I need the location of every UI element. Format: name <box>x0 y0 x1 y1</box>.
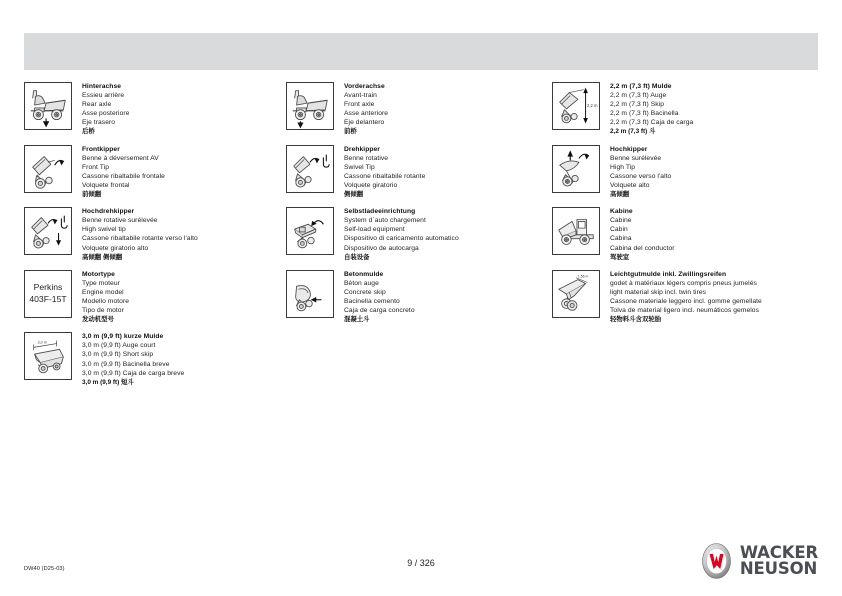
high-swivel-tip-icon <box>24 207 72 255</box>
front-axle-dumper-icon <box>286 82 334 130</box>
label-it: Cassone ribaltabile frontale <box>82 172 165 180</box>
wacker-neuson-wordmark <box>740 545 818 577</box>
legend-text-block <box>610 270 762 325</box>
label-it: Cassone ribaltabile rotante verso l'alto <box>82 235 198 243</box>
label-en: 2,2 m (7,3 ft) Skip <box>610 101 665 109</box>
label-en: Engine model <box>82 288 124 296</box>
label-en: Self-load equipment <box>344 226 405 234</box>
legend-text-block <box>344 207 459 262</box>
label-fr: 3,0 m (9,9 ft) Auge court <box>82 342 156 350</box>
label-it: 3,0 m (9,9 ft) Bacinella breve <box>82 360 170 368</box>
swivel-tip-icon <box>286 145 334 193</box>
legend-text-block <box>610 207 675 262</box>
legend-entry-concrete-skip <box>286 270 548 325</box>
legend-text-block <box>344 270 415 325</box>
label-fr: Benne surélevée <box>610 154 662 162</box>
footer-document-code: DW40 (D25-03) <box>24 566 65 572</box>
column-middle <box>286 82 548 332</box>
label-es: Eje delantero <box>344 119 385 127</box>
cabin-dumper-icon <box>552 207 600 255</box>
label-de: Hochdrehkipper <box>82 208 135 216</box>
legend-text-block <box>82 207 198 262</box>
legend-entry-rear-axle <box>24 82 282 137</box>
legend-text-block <box>82 270 129 325</box>
brand-line-2: NEUSON <box>739 559 818 578</box>
label-fr: 2,2 m (7,3 ft) Auge <box>610 92 667 100</box>
engine-model-plate-icon <box>24 270 72 318</box>
self-load-equipment-icon <box>286 207 334 255</box>
label-es: Eje trasero <box>82 119 116 127</box>
legend-text-block <box>610 82 693 137</box>
label-it: Cabina <box>610 235 632 243</box>
label-en: Swivel Tip <box>344 163 375 171</box>
legend-text-block <box>82 332 184 387</box>
legend-text-block <box>344 145 425 200</box>
label-en: Cabin <box>610 226 628 234</box>
label-en: High Tip <box>610 163 636 171</box>
skip-height-2-2m-icon <box>552 82 600 130</box>
engine-plate-line1: Perkins <box>33 282 63 293</box>
wacker-neuson-logo-mark <box>702 543 731 579</box>
legend-entry-self-load-equipment <box>286 207 548 262</box>
label-fr: Benne à déversement AV <box>82 154 159 162</box>
label-it: Dispositivo di caricamento automatico <box>344 235 459 243</box>
label-zh: 后桥 <box>82 128 95 136</box>
high-tip-icon <box>552 145 600 193</box>
label-de: Hochkipper <box>610 145 648 153</box>
label-es: Volquete frontal <box>82 181 130 189</box>
label-de: 3,0 m (9,9 ft) kurze Mulde <box>82 333 164 341</box>
short-skip-dimension-label: 3,0 m <box>37 340 48 345</box>
label-es: Tolva de material ligero incl. neumáticos gemelos <box>610 307 759 315</box>
label-en: High swivel tip <box>82 226 126 234</box>
label-zh: 侧倾翻 <box>344 191 364 199</box>
label-zh: 前倾翻 <box>82 191 102 199</box>
label-it: Cassone verso l'alto <box>610 172 672 180</box>
brand-line-1: WACKER <box>739 543 818 562</box>
label-de: Vorderachse <box>344 83 385 90</box>
label-fr: Essieu arrière <box>82 92 125 100</box>
label-de: Hinterachse <box>82 83 122 90</box>
label-zh: 高倾翻 侧倾翻 <box>82 253 123 261</box>
legend-text-block <box>610 145 671 200</box>
rear-axle-dumper-icon <box>24 82 72 130</box>
engine-plate-line2: 403F-15T <box>29 293 67 304</box>
label-es: Dispositivo de autocarga <box>344 244 419 252</box>
label-zh: 自装设备 <box>344 253 370 261</box>
label-es: Tipo de motor <box>82 307 124 315</box>
front-tip-dumper-icon <box>24 145 72 193</box>
label-fr: System d´auto chargement <box>344 217 426 225</box>
label-zh: 高倾翻 <box>610 191 630 199</box>
label-es: 2,2 m (7,3 ft) Caja de carga <box>610 119 694 127</box>
label-en: Front Tip <box>82 163 109 171</box>
label-zh: 轻物料斗含双轮胎 <box>610 316 662 324</box>
label-es: Caja de carga concreto <box>344 307 415 315</box>
legend-entry-front-axle <box>286 82 548 137</box>
label-fr: Benne rotative <box>344 154 389 162</box>
label-de: Kabine <box>610 208 633 216</box>
label-zh: 发动机型号 <box>82 316 114 324</box>
label-it: Bacinella cemento <box>344 297 400 305</box>
label-en: light material skip incl. twin tires <box>610 288 707 296</box>
footer-page-number: 9 / 326 <box>407 558 435 568</box>
label-zh: 驾驶室 <box>610 253 630 261</box>
label-de: Selbstladeeinrichtung <box>344 208 416 216</box>
label-fr: Cabine <box>610 217 632 225</box>
light-material-skip-twin-tires-icon <box>552 270 600 318</box>
legend-entry-engine-model <box>24 270 282 325</box>
label-zh: 混凝土斗 <box>344 316 370 324</box>
label-de: 2,2 m (7,3 ft) Mulde <box>610 83 672 90</box>
label-es: 3,0 m (9,9 ft) Caja de carga breve <box>82 369 185 377</box>
label-de: Drehkipper <box>344 145 380 153</box>
label-de: Betonmulde <box>344 270 384 278</box>
label-en: Rear axle <box>82 101 112 109</box>
label-de: Leichtgutmulde inkl. Zwillingsreifen <box>610 270 727 278</box>
label-it: 2,2 m (7,3 ft) Bacinella <box>610 110 679 118</box>
legend-entry-high-tip <box>552 145 832 200</box>
label-de: Frontkipper <box>82 145 120 153</box>
label-es: Volquete alto <box>610 181 650 189</box>
legend-entry-swivel-tip <box>286 145 548 200</box>
label-it: Modello motore <box>82 297 130 305</box>
label-fr: Type moteur <box>82 279 120 287</box>
skip-height-dimension-label: 2,2 m <box>587 102 598 108</box>
label-fr: Benne rotative surélevée <box>82 217 158 225</box>
label-en: 3,0 m (9,9 ft) Short skip <box>82 351 154 359</box>
legend-entry-cabin <box>552 207 832 262</box>
label-fr: Avant-train <box>344 92 377 100</box>
label-de: Motortype <box>82 270 115 278</box>
legend-entry-high-swivel-tip <box>24 207 282 262</box>
legend-entry-skip-2-2m <box>552 82 832 137</box>
label-fr: godet à matériaux légers compris pneus jumelés <box>610 279 757 287</box>
legend-entry-short-skip <box>24 332 282 387</box>
legend-entry-front-tip <box>24 145 282 200</box>
label-zh: 2,2 m (7,3 ft) 斗 <box>610 128 656 136</box>
column-right <box>552 82 832 332</box>
legend-text-block <box>82 145 165 200</box>
wacker-neuson-logo <box>702 543 818 579</box>
label-it: Asse posteriore <box>82 110 130 118</box>
header-banner <box>24 33 818 70</box>
label-es: Volquete giratorio alto <box>82 244 149 252</box>
label-it: Cassone ribaltabile rotante <box>344 172 426 180</box>
label-en: Front axle <box>344 101 375 109</box>
light-skip-dimension-label: 1,56 m <box>577 274 589 279</box>
engine-plate-text <box>25 271 71 317</box>
label-zh: 前桥 <box>344 128 357 136</box>
concrete-skip-icon <box>286 270 334 318</box>
label-it: Asse anteriore <box>344 110 389 118</box>
label-zh: 3,0 m (9,9 ft) 短斗 <box>82 378 134 386</box>
label-es: Volquete giratorio <box>344 181 398 189</box>
legend-entry-light-material-skip <box>552 270 832 325</box>
short-skip-icon <box>24 332 72 380</box>
label-fr: Béton auge <box>344 279 379 287</box>
label-es: Cabina del conductor <box>610 244 675 252</box>
legend-text-block <box>344 82 388 137</box>
column-left <box>24 82 282 395</box>
legend-text-block <box>82 82 129 137</box>
label-en: Concrete skip <box>344 288 386 296</box>
label-it: Cassone materiale leggero incl. gomme gemellate <box>610 297 762 305</box>
